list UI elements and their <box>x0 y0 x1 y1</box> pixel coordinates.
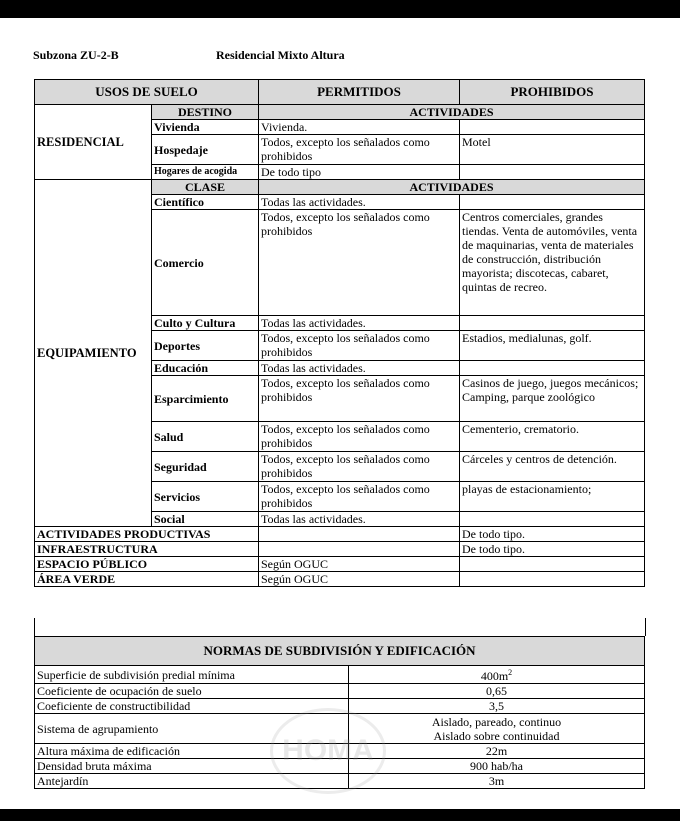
row-prohibidos: De todo tipo. <box>460 527 645 542</box>
row-prohibidos <box>460 557 645 572</box>
row-permitidos: Vivienda. <box>259 120 460 135</box>
table-spacer <box>34 618 646 636</box>
norm-label: Antejardín <box>35 774 349 789</box>
norm-label: Sistema de agrupamiento <box>35 714 349 744</box>
col-header-usos: USOS DE SUELO <box>35 80 259 105</box>
row-name: Seguridad <box>152 452 259 482</box>
norm-value: 900 hab/ha <box>349 759 645 774</box>
row-prohibidos <box>460 512 645 527</box>
row-name: Vivienda <box>152 120 259 135</box>
norm-label: Densidad bruta máxima <box>35 759 349 774</box>
row-permitidos: Todos, excepto los señalados como prohibidos <box>259 452 460 482</box>
row-prohibidos <box>460 165 645 180</box>
row-prohibidos: Motel <box>460 135 645 165</box>
col-header-permitidos: PERMITIDOS <box>259 80 460 105</box>
row-name: ÁREA VERDE <box>35 572 259 587</box>
zone-code: Subzona ZU-2-B <box>33 48 119 62</box>
document-page <box>0 18 680 809</box>
row-permitidos: Todas las actividades. <box>259 195 460 210</box>
row-permitidos: Todas las actividades. <box>259 361 460 376</box>
norm-label: Altura máxima de edificación <box>35 744 349 759</box>
norm-value-sup: 2 <box>508 668 513 677</box>
row-name: Comercio <box>152 210 259 316</box>
row-name: Educación <box>152 361 259 376</box>
row-permitidos: Todos, excepto los señalados como prohibidos <box>259 210 460 316</box>
row-name: Social <box>152 512 259 527</box>
subheader-actividades: ACTIVIDADES <box>259 105 645 120</box>
row-name: Servicios <box>152 482 259 512</box>
norm-value-line-1: Aislado, pareado, continuo <box>431 714 562 729</box>
subheader-actividades: ACTIVIDADES <box>259 180 645 195</box>
row-prohibidos <box>460 361 645 376</box>
row-name: Salud <box>152 422 259 452</box>
row-name: Culto y Cultura <box>152 316 259 331</box>
row-name: Esparcimiento <box>152 376 259 422</box>
row-name: Científico <box>152 195 259 210</box>
row-prohibidos: De todo tipo. <box>460 542 645 557</box>
row-permitidos: Todas las actividades. <box>259 512 460 527</box>
norm-value: 0,65 <box>349 684 645 699</box>
row-prohibidos: Centros comerciales, grandes tiendas. Venta de automóviles, venta de maquinarias, venta de materiales de construcción, distribución mayorista; discotecas, cabaret, quintas de recreo. <box>460 210 645 316</box>
row-permitidos: Todos, excepto los señalados como prohibidos <box>259 376 460 422</box>
row-name: Hospedaje <box>152 135 259 165</box>
row-name: ACTIVIDADES PRODUCTIVAS <box>35 527 259 542</box>
row-name: ESPACIO PÚBLICO <box>35 557 259 572</box>
row-prohibidos: Casinos de juego, juegos mecánicos; Camping, parque zoológico <box>460 376 645 422</box>
subheader-destino: DESTINO <box>152 105 259 120</box>
row-permitidos <box>259 527 460 542</box>
row-permitidos: De todo tipo <box>259 165 460 180</box>
row-prohibidos <box>460 316 645 331</box>
row-prohibidos <box>460 120 645 135</box>
norm-value: 22m <box>349 744 645 759</box>
norm-value <box>349 714 645 744</box>
row-prohibidos <box>460 572 645 587</box>
norm-label: Coeficiente de ocupación de suelo <box>35 684 349 699</box>
row-prohibidos: Estadios, medialunas, golf. <box>460 331 645 361</box>
norm-label: Coeficiente de constructibilidad <box>35 699 349 714</box>
row-name: Hogares de acogida <box>152 165 259 180</box>
land-use-table <box>34 79 645 587</box>
row-permitidos: Todos, excepto los señalados como prohibidos <box>259 135 460 165</box>
row-permitidos: Todos, excepto los señalados como prohibidos <box>259 482 460 512</box>
category-residencial: RESIDENCIAL <box>35 105 152 180</box>
row-prohibidos: Cementerio, crematorio. <box>460 422 645 452</box>
row-permitidos: Todos, excepto los señalados como prohibidos <box>259 422 460 452</box>
row-prohibidos: Cárceles y centros de detención. <box>460 452 645 482</box>
row-permitidos: Todos, excepto los señalados como prohibidos <box>259 331 460 361</box>
row-name: INFRAESTRUCTURA <box>35 542 259 557</box>
norms-title: NORMAS DE SUBDIVISIÓN Y EDIFICACIÓN <box>35 637 645 666</box>
zone-name: Residencial Mixto Altura <box>216 48 345 62</box>
row-permitidos: Según OGUC <box>259 557 460 572</box>
norm-value: 3m <box>349 774 645 789</box>
norm-value-text: 400m <box>480 669 509 683</box>
row-permitidos: Según OGUC <box>259 572 460 587</box>
row-name: Deportes <box>152 331 259 361</box>
norm-value-line-2: Aislado sobre continuidad <box>433 728 560 743</box>
row-prohibidos <box>460 195 645 210</box>
row-prohibidos: playas de estacionamiento; <box>460 482 645 512</box>
row-permitidos: Todas las actividades. <box>259 316 460 331</box>
watermark-logo: HOMA <box>270 708 386 794</box>
norm-value: 3,5 <box>349 699 645 714</box>
row-permitidos <box>259 542 460 557</box>
category-equipamiento: EQUIPAMIENTO <box>35 180 152 527</box>
col-header-prohibidos: PROHIBIDOS <box>460 80 645 105</box>
norm-value <box>349 666 645 684</box>
subheader-clase: CLASE <box>152 180 259 195</box>
norm-label: Superficie de subdivisión predial mínima <box>35 666 349 684</box>
